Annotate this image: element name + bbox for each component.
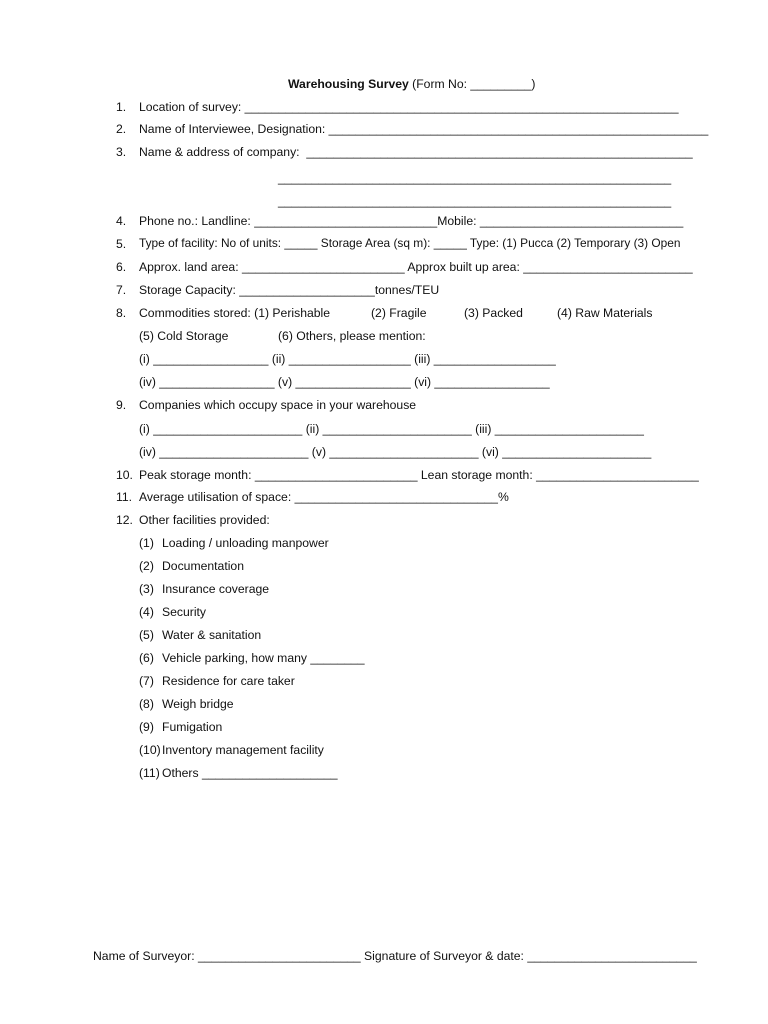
facility-number: (7) bbox=[139, 674, 154, 688]
item-number: 3. bbox=[116, 145, 127, 159]
commodity-packed[interactable]: (3) Packed bbox=[464, 306, 523, 320]
facility-number: (4) bbox=[139, 605, 154, 619]
facility-item[interactable]: Weigh bridge bbox=[162, 697, 234, 711]
facility-number: (3) bbox=[139, 582, 154, 596]
commodity-others-row-1[interactable]: (i) _________________ (ii) __________________ (iii) __________________ bbox=[139, 352, 556, 366]
facility-item[interactable]: Others ____________________ bbox=[162, 766, 338, 780]
facility-item[interactable]: Residence for care taker bbox=[162, 674, 295, 688]
address-line[interactable]: __________________________________________________________ bbox=[278, 194, 672, 208]
facility-number: (6) bbox=[139, 651, 154, 665]
company-address-field[interactable]: Name & address of company: _________________________________________________________ bbox=[139, 145, 693, 159]
item-number: 10. bbox=[116, 468, 133, 482]
form-number: (Form No: _________) bbox=[408, 77, 536, 91]
storage-month-field[interactable]: Peak storage month: ________________________ Lean storage month: ________________________ bbox=[139, 468, 699, 482]
facility-type-field[interactable]: Type of facility: No of units: _____ Storage Area (sq m): _____ Type: (1) Pucca (2) Temporary (3) Open bbox=[139, 236, 681, 250]
item-number: 12. bbox=[116, 513, 133, 527]
commodity-raw-materials[interactable]: (4) Raw Materials bbox=[557, 306, 653, 320]
facility-number: (1) bbox=[139, 536, 154, 550]
companies-row-2[interactable]: (iv) ______________________ (v) ______________________ (vi) ______________________ bbox=[139, 445, 652, 459]
facility-number: (9) bbox=[139, 720, 154, 734]
item-number: 9. bbox=[116, 398, 127, 412]
facility-item[interactable]: Loading / unloading manpower bbox=[162, 536, 329, 550]
item-number: 5. bbox=[116, 237, 127, 251]
item-number: 11. bbox=[116, 490, 133, 504]
facility-number: (11) bbox=[139, 766, 160, 780]
other-facilities-label: Other facilities provided: bbox=[139, 513, 270, 527]
average-utilisation-field[interactable]: Average utilisation of space: ______________________________% bbox=[139, 490, 509, 504]
facility-item[interactable]: Fumigation bbox=[162, 720, 223, 734]
form-title-bold: Warehousing Survey bbox=[288, 77, 409, 91]
facility-item[interactable]: Insurance coverage bbox=[162, 582, 270, 596]
land-area-field[interactable]: Approx. land area: ________________________ Approx built up area: _________________________ bbox=[139, 260, 693, 274]
item-number: 8. bbox=[116, 306, 127, 320]
item-number: 6. bbox=[116, 260, 127, 274]
companies-occupying-label: Companies which occupy space in your warehouse bbox=[139, 398, 417, 412]
location-of-survey-field[interactable]: Location of survey: ________________________________________________________________ bbox=[139, 100, 679, 114]
address-line[interactable]: __________________________________________________________ bbox=[278, 171, 672, 185]
facility-item[interactable]: Documentation bbox=[162, 559, 244, 573]
facility-number: (10) bbox=[139, 743, 161, 757]
facility-item[interactable]: Water & sanitation bbox=[162, 628, 262, 642]
companies-row-1[interactable]: (i) ______________________ (ii) ______________________ (iii) ______________________ bbox=[139, 422, 644, 436]
facility-item[interactable]: Inventory management facility bbox=[162, 743, 324, 757]
commodity-others[interactable]: (6) Others, please mention: bbox=[278, 329, 426, 343]
commodity-cold-storage[interactable]: (5) Cold Storage bbox=[139, 329, 229, 343]
item-number: 7. bbox=[116, 283, 127, 297]
item-number: 4. bbox=[116, 214, 127, 228]
facility-item[interactable]: Security bbox=[162, 605, 207, 619]
item-number: 1. bbox=[116, 100, 127, 114]
facility-item[interactable]: Vehicle parking, how many ________ bbox=[162, 651, 365, 665]
facility-number: (8) bbox=[139, 697, 154, 711]
interviewee-designation-field[interactable]: Name of Interviewee, Designation: ________________________________________________________ bbox=[139, 122, 709, 136]
surveyor-signature-footer[interactable]: Name of Surveyor: ________________________ Signature of Surveyor & date: _________________________ bbox=[93, 949, 697, 963]
commodity-fragile[interactable]: (2) Fragile bbox=[371, 306, 427, 320]
storage-capacity-field[interactable]: Storage Capacity: ____________________tonnes/TEU bbox=[139, 283, 440, 297]
phone-field[interactable]: Phone no.: Landline: ___________________________Mobile: ______________________________ bbox=[139, 214, 684, 228]
commodity-others-row-2[interactable]: (iv) _________________ (v) _________________ (vi) _________________ bbox=[139, 375, 550, 389]
item-number: 2. bbox=[116, 122, 127, 136]
facility-number: (5) bbox=[139, 628, 154, 642]
commodity-perishable[interactable]: Commodities stored: (1) Perishable bbox=[139, 306, 331, 320]
facility-number: (2) bbox=[139, 559, 154, 573]
form-title bbox=[288, 78, 535, 90]
